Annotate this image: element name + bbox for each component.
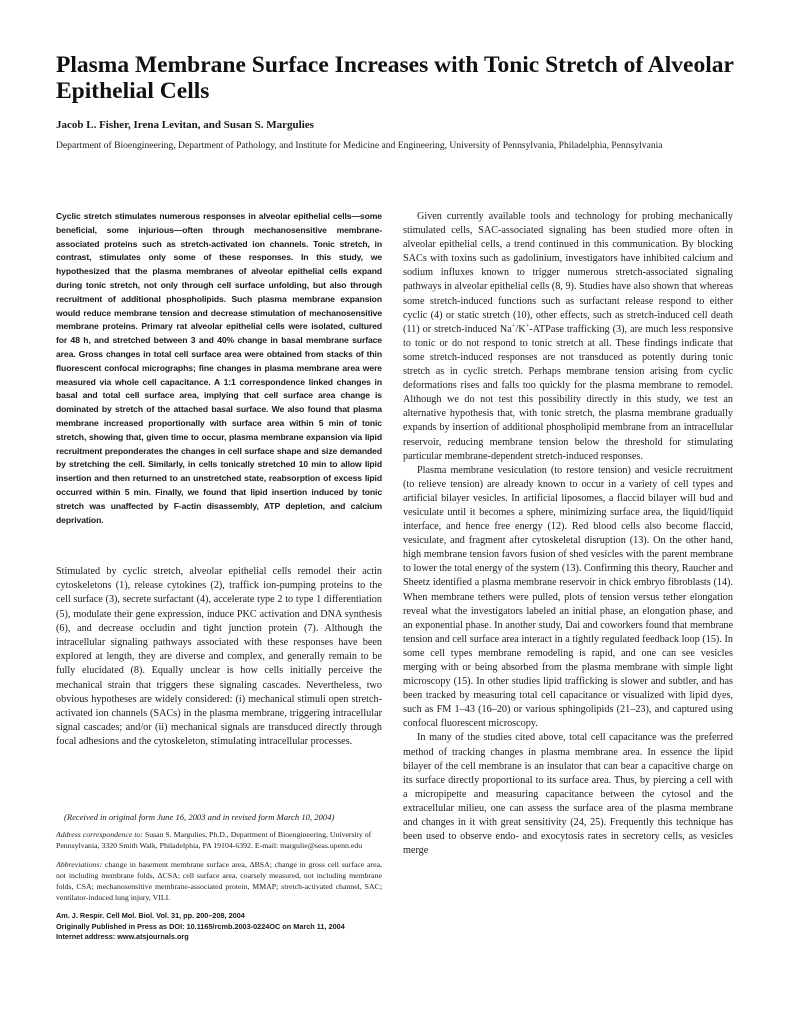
correspondence-text: Susan S. Margulies, Ph.D., Department of Bioengineering, University of Pennsylvania, 3320 Smith Walk, Philadelphia, PA 19104-6392. E-mail: margulie@seas.upenn.edu — [56, 830, 372, 850]
journal-info — [56, 911, 382, 943]
paragraph-text: /K — [515, 323, 526, 335]
author-affiliation: Department of Bioengineering, Department of Pathology, and Institute for Medicine and Engineering, University of Pennsylvania, Philadelphia, Pennsylvania — [56, 140, 663, 151]
author-list: Jacob L. Fisher, Irena Levitan, and Susan S. Margulies — [56, 119, 314, 131]
right-paragraph-2: Plasma membrane vesiculation (to restore tension) and vesicle recruitment (to relieve tension) are already known to occur in a variety of cell types and artificial bilayer vesicles. In artificial liposomes, a flaccid bilayer will bud and vesiculate until it becomes a sphere, minimizing surface area, the liquid/liquid interface, and hence free energy (12). Red blood cells also become flaccid, vesiculate, and fragment after cytoskeletal disruption (13). On the other hand, high membrane tension favors fusion of shed vesicles with the parent membrane to lower the total energy of the system (13). Confirming this theory, Raucher and Sheetz identified a plasma membrane reservoir in chick embryo fibroblasts (14). When membrane tethers were pulled, plots of tension versus tether elongation reveal what the investigators labeled an initial phase, an elongation phase, and an exponential phase. In another study, Dai and coworkers found that membrane tension and cell surface area interact in a tightly regulated feedback loop (15). In some cell types membrane remodeling is rapid, and one can see vesicles merging with or being absorbed from the plasma membrane with simple light microscopy (15). In other studies lipid trafficking is slower and subtler, and has been tracked by measuring total cell capacitance or visualized with lipid dyes, such as FM 1–43 (16–20) or various sphingolipids (21–23), and captured using confocal fluorescent microscopy. — [403, 464, 733, 730]
received-date: (Received in original form June 16, 2003 and in revised form March 10, 2004) — [64, 812, 335, 822]
journal-citation: Am. J. Respir. Cell Mol. Biol. Vol. 31, pp. 200–208, 2004 — [56, 911, 245, 920]
paragraph-text: Given currently available tools and technology for probing mechanically stimulated cells, SAC-associated signaling has been studied more often in alveolar epithelial cells, a trend continued in this communication. By blocking SACs with toxins such as gadolinium, investigators have inhibited calcium and sodium influxes known to trigger numerous stretch-associated signaling pathways in alveolar epithelial cells (8, 9). Studies have also shown that whereas some stretch-induced functions such as surfactant release respond to either cyclic (4) or static stretch (10), other effects, such as stretch-induced cell death (11) or stretch-induced Na — [403, 211, 733, 335]
superscript: + — [525, 322, 530, 330]
intro-paragraph: Stimulated by cyclic stretch, alveolar epithelial cells remodel their actin cytoskeletons (1), release cytokines (2), traffick ion-pumping proteins to the cell surface (3), secrete surfactant (4), accelerate type 2 to type 1 differentiation (5), modulate their gene expression, induce PKC activation and DNA synthesis (6), and decrease occludin and tight junction protein (7). Although the intracellular signaling pathways associated with these responses have been explored at length, they are diverse and complex, and generally remain to be fully elucidated (8). Equally unclear is how cells initially perceive the mechanical strain that triggers these signaling cascades. Nevertheless, two obvious hypotheses are widely considered: (i) mechanical stimuli open stretch-activated ion channels (SACs) in the plasma membrane, triggering intracellular signal cascades; and/or (ii) mechanical signals are transduced directly through focal adhesions and the cytoskeleton, stimulating intracellular processes. — [56, 566, 382, 748]
footnotes — [56, 812, 382, 943]
abbreviations-label: Abbreviations: — [56, 860, 103, 869]
correspondence-label: Address correspondence to: — [56, 830, 143, 839]
paragraph-text: -ATPase trafficking (3), are much less responsive to tonic or do not respond to tonic stretch at all. These findings indicate that some stretch-induced responses are not transduced as potently during tonic stretch as in cyclic stretch. Perhaps membrane tension arising from cyclic deformations rises and falls too quickly for the plasma membrane to remodel. Although we do not test this possibility directly in this study, we test an alternative hypothesis that, with tonic stretch, the plasma membrane gradually expands by insertion of additional phospholipid membrane from an intracellular reservoir, reducing membrane tension below the threshold for stimulating particular membrane-dependent stretch-induced responses. — [403, 323, 734, 462]
abstract: Cyclic stretch stimulates numerous responses in alveolar epithelial cells—some beneficial, some injurious—often through mechanosensitive membrane-associated proteins such as stretch-activated ion channels. Tonic stretch, in contrast, stimulates only some of these responses. In this study, we hypothesized that the plasma membranes of alveolar epithelial cells expand during tonic stretch, not only through cell surface unfolding, but also through recruitment of additional phospholipids. Such plasma membrane expansion would reduce membrane tension and decrease stimulation of mechanosensitive membrane proteins. Primary rat alveolar epithelial cells were isolated, cultured for 48 h, and stretched between 3 and 40% change in basal membrane surface area. Gross changes in total cell surface area were obtained from stacks of thin fluorescent confocal micrographs; fine changes in plasma membrane area were measured via whole cell capacitance. A 1:1 correspondence linked changes in basal and total cell surface area, implying that cell surface area change is dominated by stretch of the attached basal surface. We also found that plasma membrane increased proportionally with surface area within 5 min of tonic stretch, showing that, given time to occur, plasma membrane expansion via lipid recruitment preponderates the changes in cell surface shape and size demanded by stretching the cell. Similarly, in cells tonically stretched 10 min to allow lipid insertion and then returned to an unstretched state, reabsorption of excess lipid occurred within 5 min. Finally, we found that lipid insertion induced by tonic stretch was unaffected by F-actin disassembly, ATP depletion, and calcium deprivation. — [56, 211, 382, 525]
journal-internet-address: Internet address: www.atsjournals.org — [56, 932, 189, 941]
article-title: Plasma Membrane Surface Increases with Tonic Stretch of Alveolar Epithelial Cells — [56, 52, 734, 104]
right-column — [403, 210, 733, 858]
introduction-left-column — [56, 565, 382, 750]
correspondence-note — [56, 829, 382, 851]
right-paragraph-3: In many of the studies cited above, total cell capacitance was the preferred method of tracking changes in plasma membrane area. In essence the lipid bilayer of the cell membrane is an insulator that can bear a capacitive charge on its surface directly proportional to its surface area. Thus, by piercing a cell with a micropipette and measuring capacitance between the cytosol and the extracellular milieu, one can assess the surface area of the plasma membrane and changes in it with great sensitivity (24, 25). Frequently this technique has been used to observe endo- and exocytosis rates in secretory cells, as vesicles merge — [403, 732, 733, 857]
abbreviations-note — [56, 859, 382, 903]
abbreviations-text: change in basement membrane surface area, ΔBSA; change in gross cell surface area, not including membrane folds, ΔCSA; cell surface area, coarsely measured, not including membrane folds, CSA; mechanosensitive membrane-associated protein, MMAP; stretch-activated channel, SAC; ventilator-induced lung injury, VILI. — [56, 860, 382, 902]
right-paragraph-1 — [403, 210, 733, 464]
superscript: + — [511, 322, 516, 330]
journal-doi: Originally Published in Press as DOI: 10.1165/rcmb.2003-0224OC on March 11, 2004 — [56, 921, 345, 931]
